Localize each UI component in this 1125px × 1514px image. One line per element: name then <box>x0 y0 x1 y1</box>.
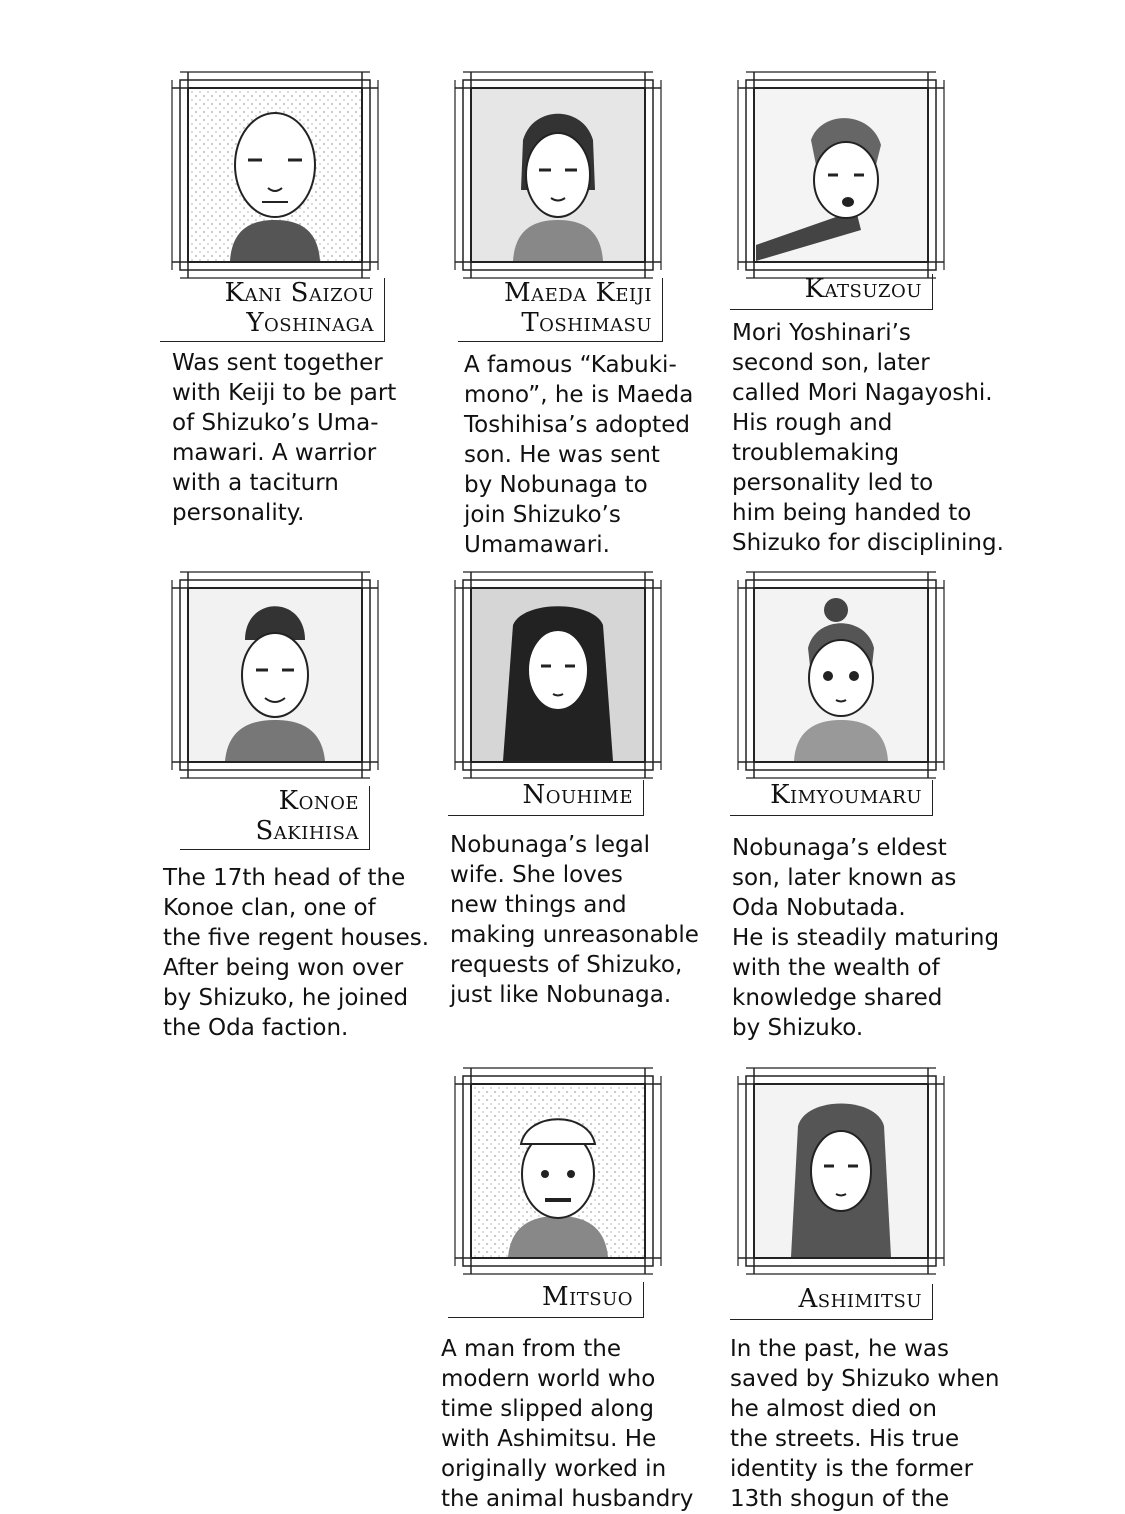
long-hair-woman-portrait <box>453 570 663 780</box>
character-description-konoe: The 17th head of the Konoe clan, one of the five regent houses. After being won over by Shizuko, he joined the Oda faction. <box>163 865 430 1041</box>
bald-samurai-portrait <box>170 70 380 280</box>
character-name-mitsuo: Mitsuo <box>448 1282 644 1318</box>
character-description-mitsuo: A man from the modern world who time slipped along with Ashimitsu. He originally worked in the animal husbandry <box>441 1336 694 1512</box>
character-name-kani: Kani Saizou Yoshinaga <box>160 278 385 342</box>
character-name-nouhime: Nouhime <box>448 780 644 816</box>
topknot-boy-portrait <box>736 570 946 780</box>
character-name-konoe: Konoe Sakihisa <box>180 786 370 850</box>
character-name-ashimitsu: Ashimitsu <box>730 1284 933 1320</box>
character-name-katsuzou: Katsuzou <box>730 274 933 310</box>
character-description-nouhime: Nobunaga’s legal wife. She loves new things and making unreasonable requests of Shizuko, just like Nobunaga. <box>450 832 699 1008</box>
character-name-kimyoumaru: Kimyoumaru <box>730 780 933 816</box>
young-boy-portrait <box>736 70 946 280</box>
character-description-kimyoumaru: Nobunaga’s eldest son, later known as Oda Nobutada. He is steadily maturing with the wealth of knowledge shared by Shizuko. <box>732 835 1000 1041</box>
long-hair-man-portrait <box>736 1066 946 1276</box>
ponytail-samurai-portrait <box>453 70 663 280</box>
character-description-kani: Was sent together with Keiji to be part of Shizuko’s Uma- mawari. A warrior with a taciturn personality. <box>172 350 397 526</box>
character-description-maeda: A famous “Kabuki- mono”, he is Maeda Toshihisa’s adopted son. He was sent by Nobunaga to join Shizuko’s Umamawari. <box>464 352 694 558</box>
headband-man-portrait <box>453 1066 663 1276</box>
character-description-katsuzou: Mori Yoshinari’s second son, later called Mori Nagayoshi. His rough and troublemaking personality led to him being handed to Shizuko for disciplining. <box>732 320 1004 556</box>
character-name-maeda: Maeda Keiji Toshimasu <box>458 278 663 342</box>
noble-hat-portrait <box>170 570 380 780</box>
character-description-ashimitsu: In the past, he was saved by Shizuko when he almost died on the streets. His true identity is the former 13th shogun of the <box>730 1336 1000 1512</box>
